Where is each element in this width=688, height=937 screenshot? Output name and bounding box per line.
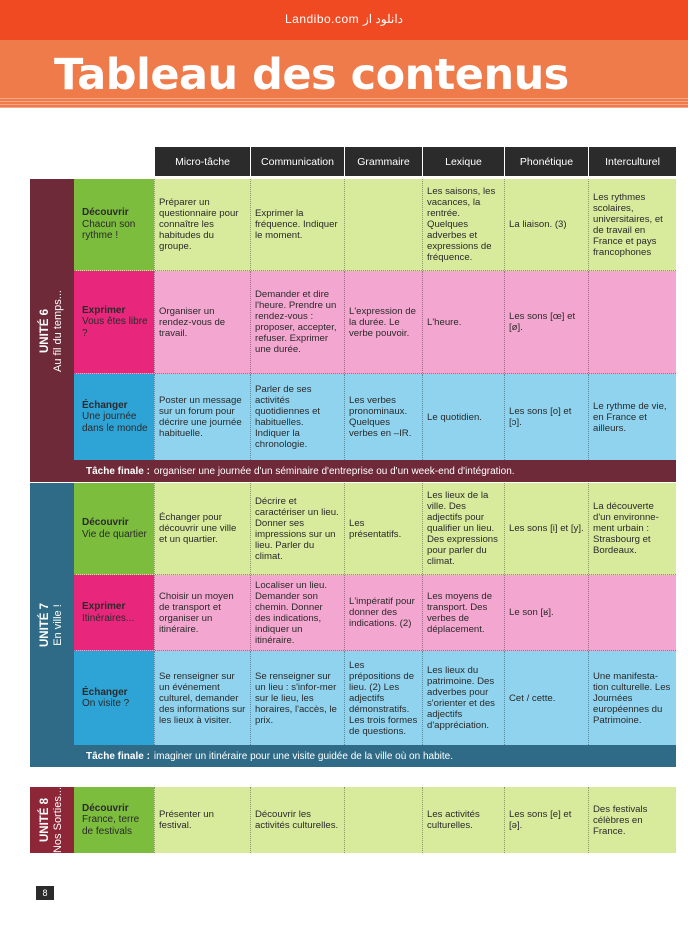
cell-text: La liaison. (3) bbox=[509, 219, 567, 230]
cell-text: Les activités culturelles. bbox=[427, 809, 480, 831]
table-row-exprimer bbox=[74, 575, 676, 651]
cell-text: L'impératif pour donner des indications. (2) bbox=[349, 596, 415, 629]
cell-text: Découvrir les activités culturelles. bbox=[255, 809, 339, 831]
cell-micro-tache bbox=[154, 651, 250, 745]
cell-grammaire bbox=[344, 651, 422, 745]
cell-text: Poster un message sur un forum pour décrire une journée habituelle. bbox=[159, 395, 242, 439]
cell-text: Les lieux du patrimoine. Des adverbes pour s'orienter et des adjectifs d'appréciation. bbox=[427, 665, 495, 731]
cell-text: Des festivals célèbres en France. bbox=[593, 803, 648, 837]
cell-text: Échanger pour découvrir une ville et un quartier. bbox=[159, 512, 237, 545]
cell-text: Se renseigner sur un lieu : s'infor-mer sur le lieu, les horaires, l'accès, le prix. bbox=[255, 670, 337, 726]
action-label: Découvrir bbox=[82, 517, 129, 528]
row-heading-cell bbox=[74, 575, 154, 650]
cell-micro-tache bbox=[154, 271, 250, 373]
cell-text: Les rythmes scolaires, universitaires, et de travail en France et pays francophones bbox=[593, 191, 663, 258]
column-header-interculturel: Interculturel bbox=[588, 147, 676, 176]
final-task-label: Tâche finale : bbox=[86, 465, 150, 477]
cell-text: Parler de ses activités quotidiennes et habituelles. Indiquer la chronologie. bbox=[255, 384, 321, 450]
cell-interculturel bbox=[588, 483, 676, 574]
cell-interculturel bbox=[588, 651, 676, 745]
final-task-bar bbox=[74, 460, 676, 482]
cell-phonetique bbox=[504, 787, 588, 853]
action-label: Découvrir bbox=[82, 207, 129, 219]
cell-phonetique bbox=[504, 651, 588, 745]
column-header-grammaire: Grammaire bbox=[344, 147, 422, 176]
cell-grammaire bbox=[344, 787, 422, 853]
cell-text: Choisir un moyen de transport et organiser un itinéraire. bbox=[159, 590, 234, 635]
cell-interculturel bbox=[588, 787, 676, 853]
cell-text: Décrire et caractériser un lieu. Donner ses impressions sur un lieu. Parler du climat. bbox=[255, 495, 339, 562]
cell-phonetique bbox=[504, 179, 588, 270]
cell-lexique bbox=[422, 787, 504, 853]
cell-text: Les présentatifs. bbox=[349, 517, 402, 540]
cell-text: Cet / cette. bbox=[509, 692, 556, 704]
cell-phonetique bbox=[504, 575, 588, 650]
row-heading-cell bbox=[74, 374, 154, 460]
final-task-text: organiser une journée d'un séminaire d'entreprise ou d'un week-end d'intégration. bbox=[153, 465, 515, 477]
cell-phonetique bbox=[504, 374, 588, 460]
site-watermark: Landibo.com دانلود از bbox=[284, 12, 404, 26]
cell-lexique bbox=[422, 271, 504, 373]
cell-grammaire bbox=[344, 483, 422, 574]
row-heading-cell bbox=[74, 483, 154, 574]
cell-grammaire bbox=[344, 179, 422, 270]
cell-text: Les sons [e] et [ə]. bbox=[509, 809, 572, 831]
cell-text: Exprimer la fréquence. Indiquer le moment. bbox=[255, 208, 338, 241]
lesson-title: Vous êtes libre ? bbox=[82, 316, 148, 339]
cell-text: Organiser un rendez-vous de travail. bbox=[159, 305, 226, 339]
unit-number: UNITÉ 6 bbox=[39, 308, 51, 353]
final-task-label: Tâche finale : bbox=[86, 750, 150, 762]
column-header-micro-tache: Micro-tâche bbox=[154, 147, 250, 176]
cell-grammaire bbox=[344, 374, 422, 460]
table-row-exprimer bbox=[74, 271, 676, 374]
cell-text: Le son [ʁ]. bbox=[509, 607, 554, 618]
unit-number: UNITÉ 8 bbox=[39, 797, 51, 843]
cell-interculturel bbox=[588, 374, 676, 460]
cell-text: Localiser un lieu. Demander son chemin. Donner des indications, indiquer un itinéraire. bbox=[255, 579, 327, 646]
cell-text: Le rythme de vie, en France et ailleurs. bbox=[593, 400, 667, 434]
table-row-decouvrir bbox=[74, 483, 676, 575]
cell-phonetique bbox=[504, 483, 588, 574]
column-header-communication: Communication bbox=[250, 147, 344, 176]
final-task-bar bbox=[74, 745, 676, 767]
row-heading-cell bbox=[74, 651, 154, 745]
unit-label bbox=[30, 179, 74, 482]
cell-text: La découverte d'un environne-ment urbain : Strasbourg et Bordeaux. bbox=[593, 501, 659, 556]
row-heading-cell bbox=[74, 179, 154, 270]
cell-lexique bbox=[422, 483, 504, 574]
unit-band-8 bbox=[30, 787, 74, 853]
cell-communication bbox=[250, 787, 344, 853]
cell-text: Présenter un festival. bbox=[159, 809, 214, 831]
cell-communication bbox=[250, 651, 344, 745]
cell-text: Les prépositions de lieu. (2) Les adjectifs démonstratifs. Les trois formes de questions. bbox=[349, 659, 418, 737]
table-row-echanger bbox=[74, 651, 676, 745]
action-label: Exprimer bbox=[82, 601, 126, 612]
cell-text: Se renseigner sur un événement culturel, demander des informations sur les lieux à visiter. bbox=[159, 670, 246, 726]
cell-text: Le quotidien. bbox=[427, 411, 482, 423]
cell-text: Une manifesta-tion culturelle. Les Journées européennes du Patrimoine. bbox=[593, 670, 671, 726]
action-label: Échanger bbox=[82, 399, 128, 411]
column-header-lexique: Lexique bbox=[422, 147, 504, 176]
final-task-text: imaginer un itinéraire pour une visite guidée de la ville où on habite. bbox=[153, 750, 453, 762]
cell-interculturel bbox=[588, 575, 676, 650]
action-label: Exprimer bbox=[82, 304, 126, 316]
cell-micro-tache bbox=[154, 374, 250, 460]
cell-communication bbox=[250, 271, 344, 373]
cell-phonetique bbox=[504, 271, 588, 373]
cell-text: Les lieux de la ville. Des adjectifs pour qualifier un lieu. Des expressions pour parler du climat. bbox=[427, 490, 498, 567]
page-number: 8 bbox=[36, 886, 54, 900]
unit-title: Au fil du temps... bbox=[52, 289, 64, 372]
page-title: Tableau des contenus bbox=[54, 50, 569, 100]
cell-lexique bbox=[422, 575, 504, 650]
cell-text: L'expression de la durée. Le verbe pouvoir. bbox=[349, 305, 416, 339]
cell-communication bbox=[250, 179, 344, 270]
cell-grammaire bbox=[344, 575, 422, 650]
unit-title: En ville ! bbox=[52, 604, 64, 646]
cell-text: L'heure. bbox=[427, 316, 462, 328]
cell-micro-tache bbox=[154, 787, 250, 853]
cell-lexique bbox=[422, 179, 504, 270]
lesson-title: France, terre de festivals bbox=[82, 814, 140, 837]
lesson-title: Vie de quartier bbox=[82, 528, 147, 540]
lesson-title: Chacun son rythme ! bbox=[82, 218, 136, 242]
table-row-decouvrir bbox=[74, 179, 676, 271]
cell-text: Les saisons, les vacances, la rentrée. Quelques adverbes et expressions de fréquence. bbox=[427, 186, 496, 263]
lesson-title: Une journée dans le monde bbox=[82, 411, 148, 434]
cell-micro-tache bbox=[154, 483, 250, 574]
action-label: Échanger bbox=[82, 686, 128, 698]
row-heading-cell bbox=[74, 271, 154, 373]
lesson-title: On visite ? bbox=[82, 698, 130, 709]
table-row-decouvrir bbox=[74, 787, 676, 853]
action-label: Découvrir bbox=[82, 802, 129, 814]
cell-text: Préparer un questionnaire pour connaître les habitudes du groupe. bbox=[159, 197, 239, 252]
cell-lexique bbox=[422, 374, 504, 460]
unit-number: UNITÉ 7 bbox=[39, 602, 51, 648]
unit-label bbox=[30, 787, 74, 853]
cell-text: Les sons [o] et [ɔ]. bbox=[509, 406, 572, 428]
unit-label bbox=[30, 483, 74, 767]
unit-band-7 bbox=[30, 483, 74, 767]
unit-band-6 bbox=[30, 179, 74, 482]
cell-communication bbox=[250, 483, 344, 574]
cell-text: Les moyens de transport. Des verbes de déplacement. bbox=[427, 590, 493, 635]
cell-text: Demander et dire l'heure. Prendre un rendez-vous : proposer, accepter, refuser. Exprimer une durée. bbox=[255, 289, 337, 355]
table-row-echanger bbox=[74, 374, 676, 460]
cell-interculturel bbox=[588, 179, 676, 270]
cell-lexique bbox=[422, 651, 504, 745]
cell-text: Les verbes pronominaux. Quelques verbes en –IR. bbox=[349, 395, 412, 439]
cell-micro-tache bbox=[154, 575, 250, 650]
cell-grammaire bbox=[344, 271, 422, 373]
cell-communication bbox=[250, 374, 344, 460]
cell-interculturel bbox=[588, 271, 676, 373]
row-heading-cell bbox=[74, 787, 154, 853]
lesson-title: Itinéraires... bbox=[82, 612, 135, 624]
cell-micro-tache bbox=[154, 179, 250, 270]
column-header-phonetique: Phonétique bbox=[504, 147, 588, 176]
cell-text: Les sons [œ] et [ø]. bbox=[509, 311, 576, 333]
cell-text: Les sons [i] et [y]. bbox=[509, 523, 584, 534]
cell-communication bbox=[250, 575, 344, 650]
unit-title: Nos Sorties... bbox=[52, 786, 64, 854]
